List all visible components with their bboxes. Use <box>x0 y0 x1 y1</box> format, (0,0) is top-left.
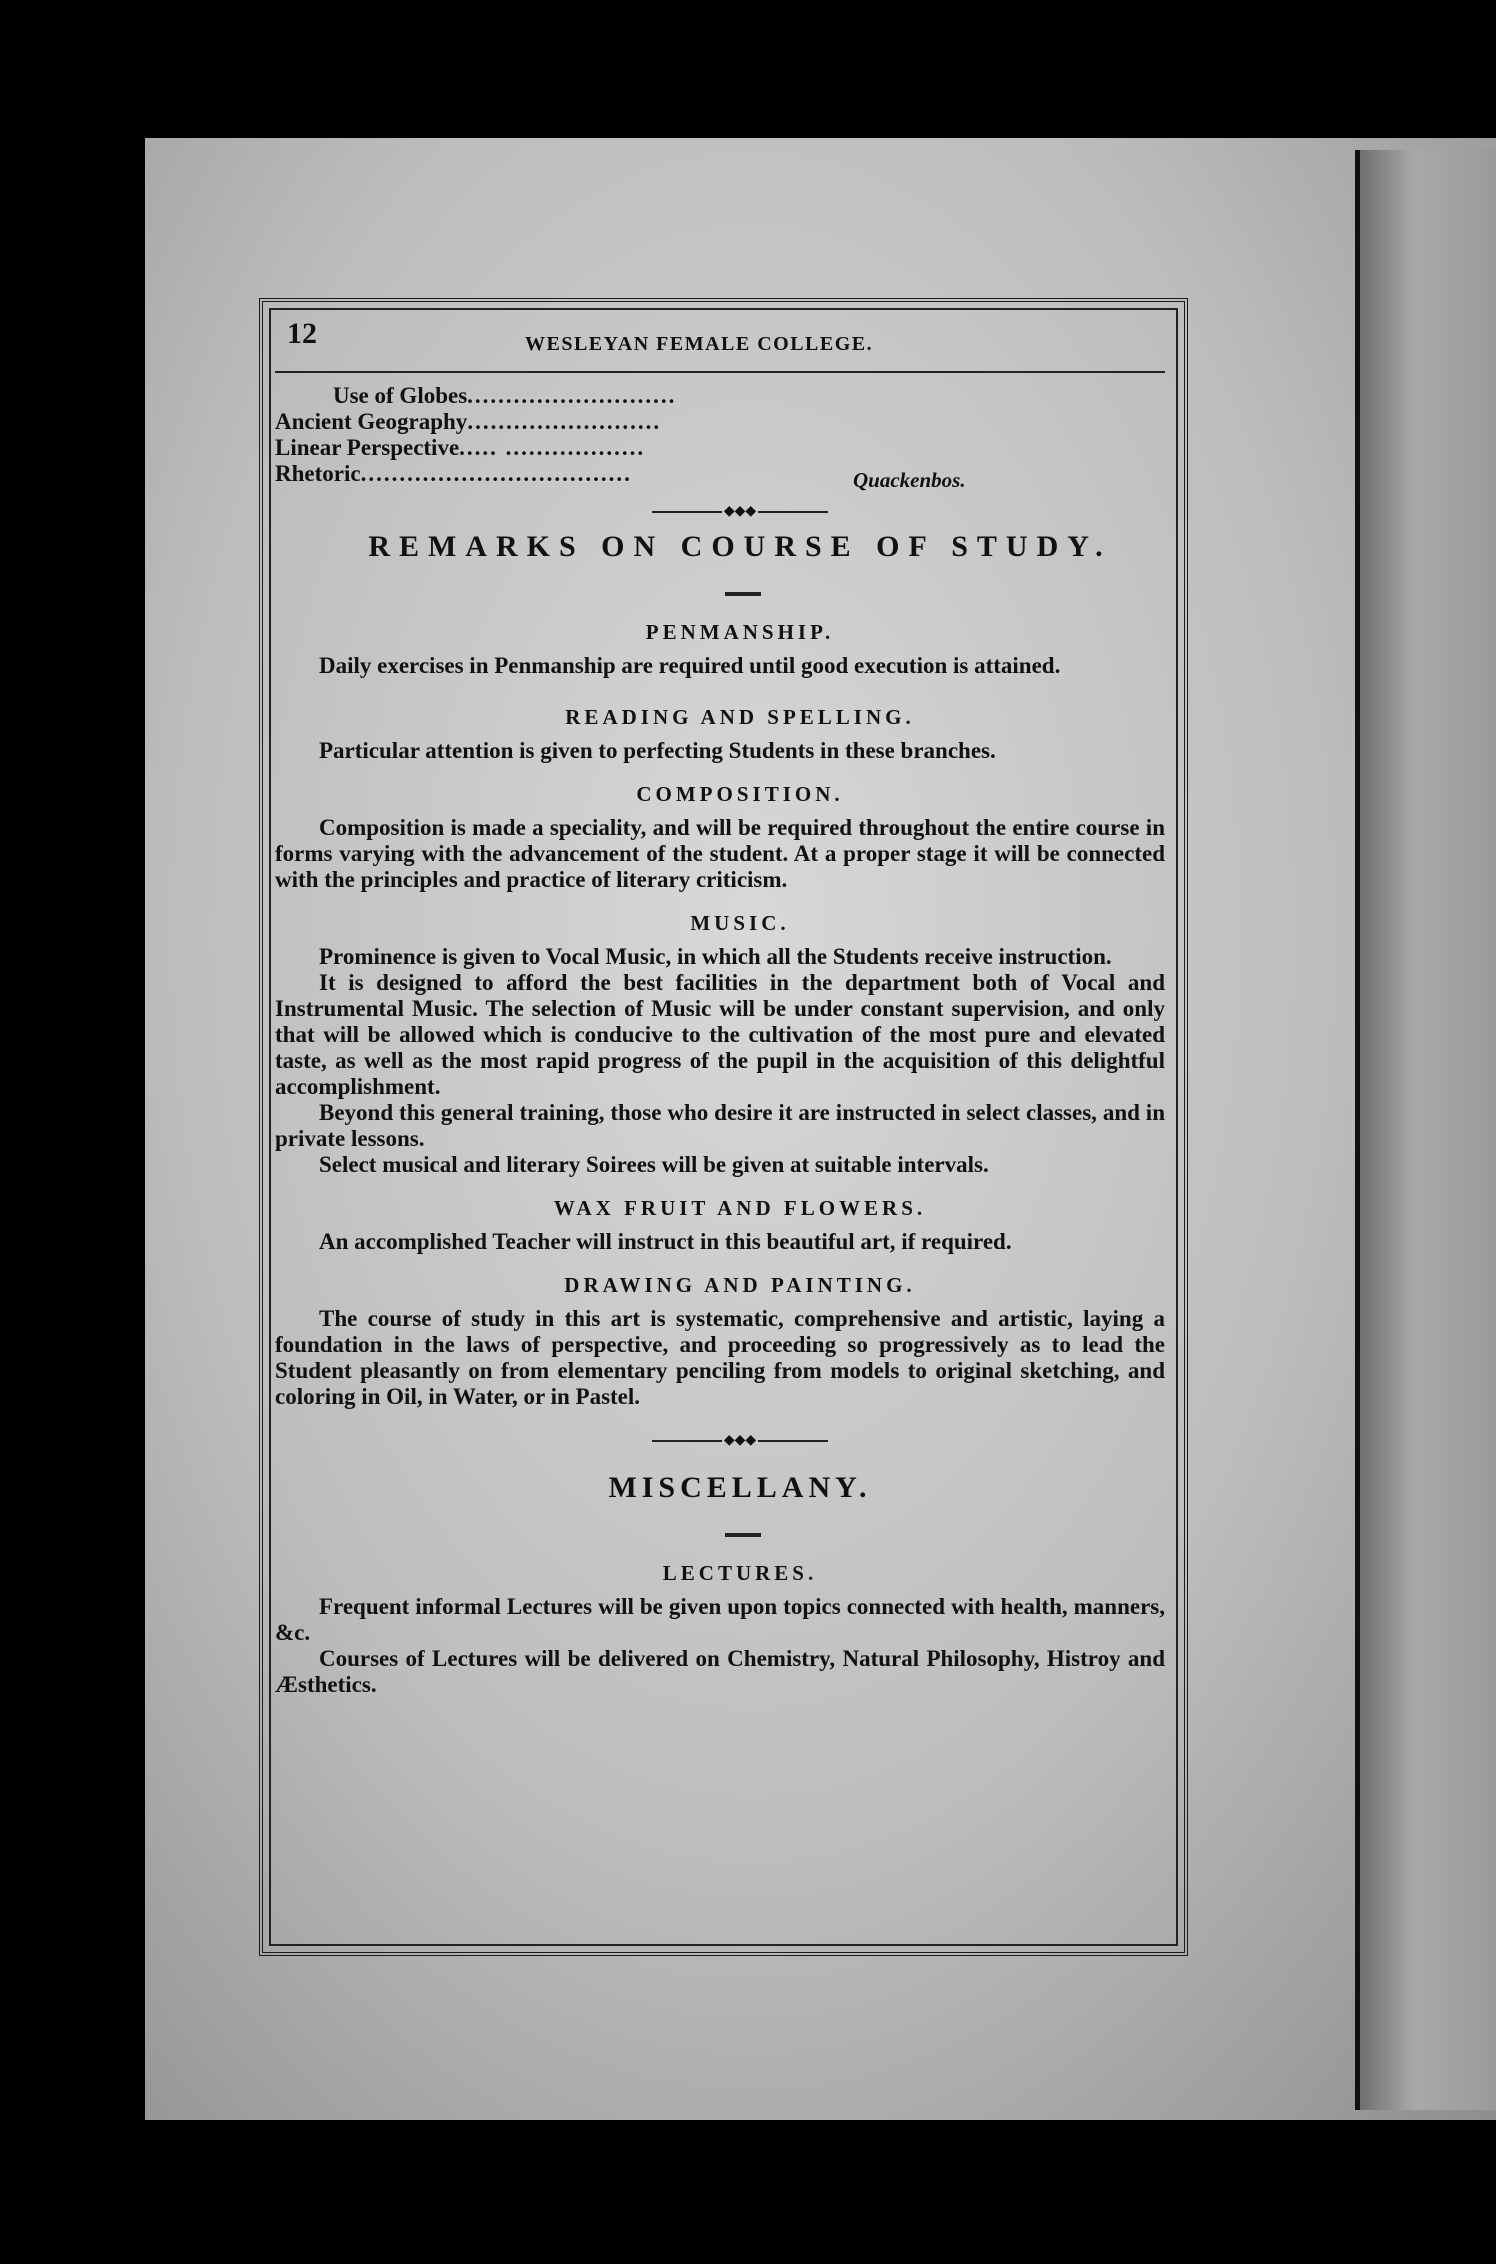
section-heading: DRAWING AND PAINTING. <box>564 1273 916 1297</box>
section-heading: READING AND SPELLING. <box>565 705 915 729</box>
header-rule <box>275 371 1165 373</box>
paragraph: An accomplished Teacher will instruct in this beautiful art, if required. <box>319 1229 1012 1254</box>
textbook-author: Quackenbos. <box>853 468 966 492</box>
short-rule <box>725 592 761 596</box>
course-list <box>275 383 1165 492</box>
paragraph: Daily exercises in Penmanship are required until good execution is attained. <box>319 653 1061 678</box>
miscellany-heading: MISCELLANY. <box>608 1471 872 1504</box>
page-content <box>275 305 1165 1698</box>
paragraph: Composition is made a speciality, and will be required throughout the entire course in forms varying with the advancement of the student. At a proper stage it will be connected with the principles and practice of literary criticism. <box>275 815 1165 892</box>
course-item: Rhetoric................................... Quackenbos. <box>275 461 966 492</box>
short-rule <box>725 1533 761 1537</box>
facing-page-edge <box>1360 150 1496 2110</box>
paragraph: Particular attention is given to perfecting Students in these branches. <box>319 738 996 763</box>
ornament-divider: ◆◆◆ <box>315 1432 1165 1449</box>
section-heading: PENMANSHIP. <box>645 620 835 644</box>
ornament-divider: ◆◆◆ <box>315 503 1165 520</box>
paragraph: Frequent informal Lectures will be given upon topics connected with health, manners, &c. <box>275 1594 1165 1645</box>
remarks-heading: REMARKS ON COURSE OF STUDY. <box>368 530 1112 563</box>
section-heading: MUSIC. <box>690 911 790 935</box>
paragraph: Beyond this general training, those who desire it are instructed in select classes, and in private lessons. <box>275 1100 1165 1151</box>
section-heading: COMPOSITION. <box>636 782 844 806</box>
paragraph: It is designed to afford the best facilities in the department both of Vocal and Instrumental Music. The selection of Music will be under constant supervision, and only that will be allowed which is conducive to the cultivation of the most pure and elevated taste, as well as the most rapid progress of the pupil in the acquisition of this delightful accomplishment. <box>275 970 1165 1099</box>
running-head: WESLEYAN FEMALE COLLEGE. <box>525 333 874 355</box>
section-heading: LECTURES. <box>662 1561 818 1585</box>
course-item: Linear Perspective..... .................. <box>275 435 646 460</box>
paragraph: Courses of Lectures will be delivered on Chemistry, Natural Philosophy, Histroy and Æsthetics. <box>275 1646 1165 1697</box>
course-item: Use of Globes........................... <box>333 383 677 408</box>
page-number: 12 <box>287 317 317 350</box>
paragraph: Prominence is given to Vocal Music, in which all the Students receive instruction. <box>319 944 1112 969</box>
paragraph: Select musical and literary Soirees will be given at suitable intervals. <box>319 1152 989 1177</box>
page-header <box>275 305 1165 375</box>
section-heading: WAX FRUIT AND FLOWERS. <box>553 1196 927 1220</box>
course-item: Ancient Geography......................... <box>275 409 662 434</box>
paragraph: The course of study in this art is systematic, comprehensive and artistic, laying a foundation in the laws of perspective, and proceeding so progressively as to lead the Student pleasantly on from elementary penciling from models to original sketching, and coloring in Oil, in Water, or in Pastel. <box>275 1306 1165 1409</box>
